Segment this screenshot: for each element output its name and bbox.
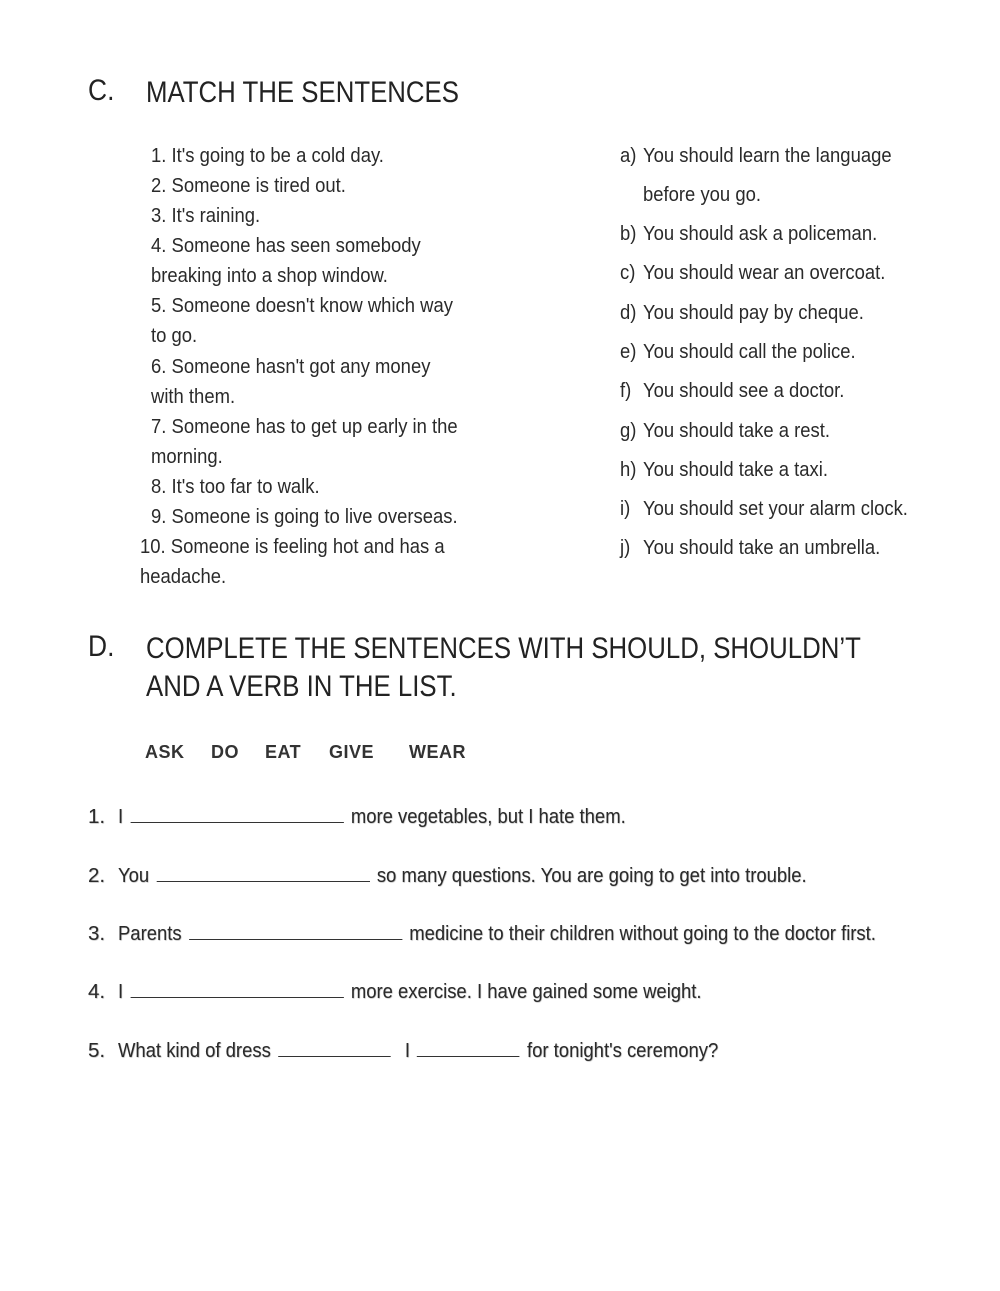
answer-blank[interactable] (189, 919, 402, 940)
sentence-middle: I (404, 1039, 411, 1062)
situation-line: headache. (140, 565, 227, 588)
section-c-letter: C. (88, 74, 115, 107)
situation-line: 5. Someone doesn't know which way (151, 294, 453, 317)
situation-line: with them. (151, 385, 236, 408)
sentence-after: more exercise. I have gained some weight. (350, 980, 702, 1003)
situation-line: 3. It's raining. (151, 204, 261, 227)
sentence-before: Parents (118, 922, 182, 945)
answer-blank[interactable] (156, 861, 369, 882)
advice-text: You should take a rest. (643, 419, 831, 442)
advice-label: a) (620, 144, 637, 167)
sentence-before: I (118, 980, 124, 1003)
fill-sentence-4 (88, 977, 766, 1004)
sentence-after: so many questions. You are going to get into trouble. (376, 864, 807, 887)
situation-line: 9. Someone is going to live overseas. (151, 505, 458, 528)
verb-wear: WEAR (409, 742, 466, 762)
advice-text: You should learn the language (643, 144, 892, 167)
advice-label: g) (620, 419, 637, 442)
situation-line: morning. (151, 445, 223, 468)
advice-label: b) (620, 222, 637, 245)
advice-text: You should pay by cheque. (643, 301, 864, 324)
section-c-title: MATCH THE SENTENCES (146, 76, 459, 109)
advice-text: You should set your alarm clock. (643, 497, 908, 520)
situation-line: 8. It's too far to walk. (151, 475, 320, 498)
sentence-after: for tonight's ceremony? (527, 1039, 719, 1062)
advice-text: You should see a doctor. (643, 379, 845, 402)
fill-sentence-3 (88, 919, 960, 946)
section-d-heading (88, 630, 977, 706)
section-d-title-line2: AND A VERB IN THE LIST. (146, 670, 457, 703)
verb-ask: ASK (145, 742, 185, 762)
sentence-number: 1. (88, 805, 106, 828)
advice-label: e) (620, 340, 637, 363)
fill-sentence-1 (88, 802, 682, 829)
advice-label: d) (620, 301, 637, 324)
situation-line: 10. Someone is feeling hot and has a (140, 535, 445, 558)
verb-do: DO (211, 742, 239, 762)
situation-line: 4. Someone has seen somebody (151, 234, 421, 257)
section-d-title (146, 630, 861, 706)
situation-line: 2. Someone is tired out. (151, 174, 346, 197)
advice-label: j) (620, 536, 631, 559)
situation-line: 6. Someone hasn't got any money (151, 355, 431, 378)
sentence-after: more vegetables, but I hate them. (350, 805, 626, 828)
situation-line: 1. It's going to be a cold day. (151, 144, 384, 167)
answer-blank[interactable] (130, 802, 343, 823)
sentence-number: 3. (88, 922, 106, 945)
advice-label: h) (620, 458, 637, 481)
advice-text: You should ask a policeman. (643, 222, 878, 245)
advice-text: You should wear an overcoat. (643, 261, 886, 284)
situation-line: to go. (151, 324, 198, 347)
fill-sentence-2 (88, 861, 883, 888)
advice-text: before you go. (643, 183, 761, 206)
situation-line: 7. Someone has to get up early in the (151, 415, 458, 438)
answer-blank[interactable] (278, 1036, 390, 1057)
sentence-before: You (118, 864, 150, 887)
advice-text: You should call the police. (643, 340, 856, 363)
sentence-before: I (118, 805, 124, 828)
answer-blank[interactable] (417, 1036, 520, 1057)
advice-text: You should take a taxi. (643, 458, 828, 481)
verb-give: GIVE (329, 742, 375, 762)
sentence-number: 5. (88, 1039, 106, 1062)
sentence-number: 4. (88, 980, 106, 1003)
advice-label: c) (620, 261, 636, 284)
section-c-heading (88, 74, 510, 112)
advice-text: You should take an umbrella. (643, 536, 881, 559)
sentence-before: What kind of dress (118, 1039, 271, 1062)
verb-eat: EAT (265, 742, 302, 762)
advice-label: i) (620, 497, 631, 520)
advice-label: f) (620, 379, 632, 402)
section-d-letter: D. (88, 630, 115, 663)
fill-sentence-5 (88, 1036, 785, 1063)
situation-line: breaking into a shop window. (151, 264, 388, 287)
sentence-number: 2. (88, 864, 106, 887)
answer-blank[interactable] (130, 977, 343, 998)
sentence-after: medicine to their children without going to the doctor first. (409, 922, 876, 945)
section-d-title-line1: COMPLETE THE SENTENCES WITH SHOULD, SHOULDN’T (146, 632, 861, 665)
